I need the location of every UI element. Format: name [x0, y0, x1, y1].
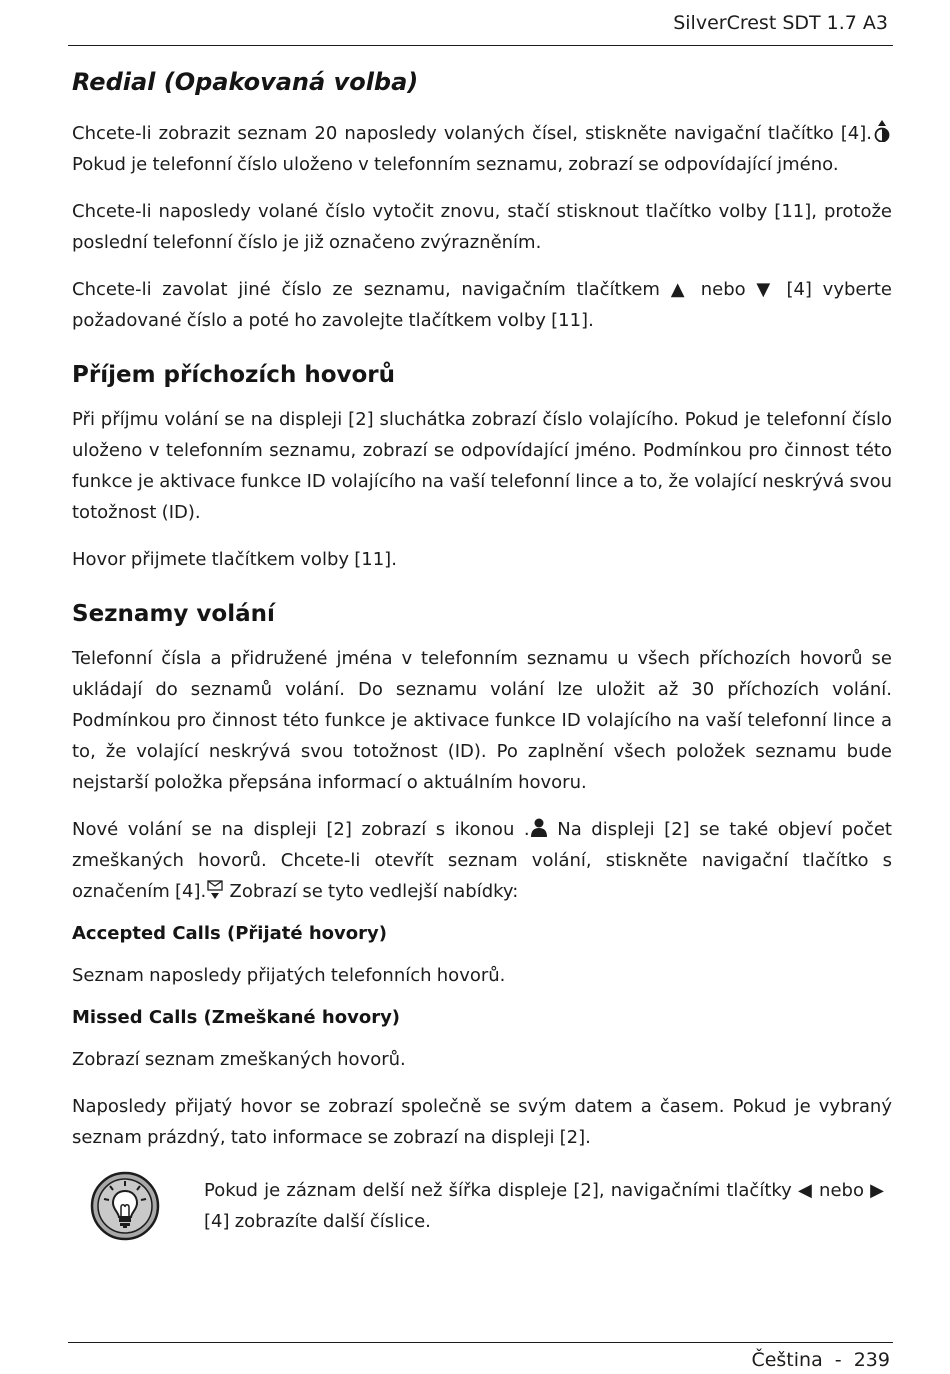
down-arrow-icon: ▼ [756, 279, 776, 300]
call-lists-paragraph-2 [72, 814, 892, 907]
redial-paragraph-1 [72, 118, 892, 180]
accepted-calls-text: Seznam naposledy přijatých telefonních hovorů. [72, 965, 506, 986]
call-lists-heading: Seznamy volání [72, 601, 275, 627]
redial-p1-text-a: Chcete-li zobrazit seznam 20 naposledy volaných čísel, stiskněte navigační tlačítko [4]. [72, 123, 872, 144]
redial-p3-text-c: [4] vyberte požadované číslo a poté ho zavolejte tlačítkem volby [11]. [72, 279, 893, 331]
redial-p3-text-a: Chcete-li zavolat jiné číslo ze seznamu, navigačním tlačítkem [72, 279, 671, 300]
call-lists-paragraph-1: Telefonní čísla a přidružené jména v telefonním seznamu u všech příchozích hovorů se ukládají do seznamů volání. Do seznamu volání lze uložit až 30 příchozích volání. Podmínkou pro činnost této funkce je aktivace funkce ID volajícího na vaší telefonní lince a to, že volající neskrývá svou totožnost (ID). Po zaplnění všech položek seznamu bude nejstarší položka přepsána informací o aktuálním hovoru. [72, 648, 892, 793]
person-icon [530, 818, 548, 838]
footer-page-number: Čeština - 239 [751, 1349, 890, 1371]
redial-p1-text-b: Pokud je telefonní číslo uloženo v telefonním seznamu, zobrazí se odpovídající jméno. [72, 154, 839, 175]
missed-calls-text: Zobrazí seznam zmeškaných hovorů. [72, 1049, 406, 1070]
redial-paragraph-3 [72, 274, 892, 336]
header-title: SilverCrest SDT 1.7 A3 [673, 12, 888, 34]
call-lists-paragraph-3: Naposledy přijatý hovor se zobrazí společně se svým datem a časem. Pokud je vybraný seznam prázdný, tato informace se zobrazí na displeji [2]. [72, 1096, 892, 1148]
call-lists-p2-text-b: Na displeji [2] se také objeví počet zmeškaných hovorů. Chcete-li otevřít seznam volání, stiskněte navigační tlačítko s označením [4]. [72, 819, 892, 902]
header-rule [68, 45, 893, 46]
left-arrow-icon: ◀ [798, 1180, 813, 1201]
call-lists-p2-text-a: Nové volání se na displeji [2] zobrazí s ikonou . [72, 819, 530, 840]
missed-calls-heading: Missed Calls (Zmeškané hovory) [72, 1007, 401, 1028]
tip-text-c: [4] zobrazíte další číslice. [204, 1211, 431, 1232]
tip-text [204, 1175, 884, 1237]
redial-p3-text-b: nebo [690, 279, 757, 300]
incoming-heading: Příjem příchozích hovorů [72, 362, 396, 388]
tip-box [72, 1171, 892, 1261]
footer-rule [68, 1342, 893, 1343]
incoming-paragraph-2: Hovor přijmete tlačítkem volby [11]. [72, 549, 397, 570]
up-arrow-icon: ▲ [670, 279, 691, 300]
incoming-paragraph-1: Při příjmu volání se na displeji [2] sluchátka zobrazí číslo volajícího. Pokud je telefonní číslo uloženo v telefonním seznamu, zobrazí se odpovídající jméno. Podmínkou pro činnost této funkce je aktivace funkce ID volajícího na vaší telefonní lince a to, že volající neskrývá svou totožnost (ID). [72, 409, 892, 523]
phonebook-nav-icon [872, 120, 892, 142]
envelope-down-icon [206, 880, 224, 900]
page-content [72, 68, 892, 1261]
tip-text-a: Pokud je záznam delší než šířka displeje [2], navigačními tlačítky [204, 1180, 799, 1201]
accepted-calls-heading: Accepted Calls (Přijaté hovory) [72, 923, 387, 944]
redial-paragraph-2: Chcete-li naposledy volané číslo vytočit znovu, stačí stisknout tlačítko volby [11], protože poslední telefonní číslo je již označeno zvýrazněním. [72, 201, 892, 253]
lightbulb-icon [90, 1171, 160, 1241]
right-arrow-icon: ▶ [870, 1180, 884, 1201]
call-lists-p2-text-c: Zobrazí se tyto vedlejší nabídky: [224, 881, 519, 902]
redial-heading: Redial (Opakovaná volba) [72, 68, 419, 96]
tip-text-b: nebo [812, 1180, 871, 1201]
